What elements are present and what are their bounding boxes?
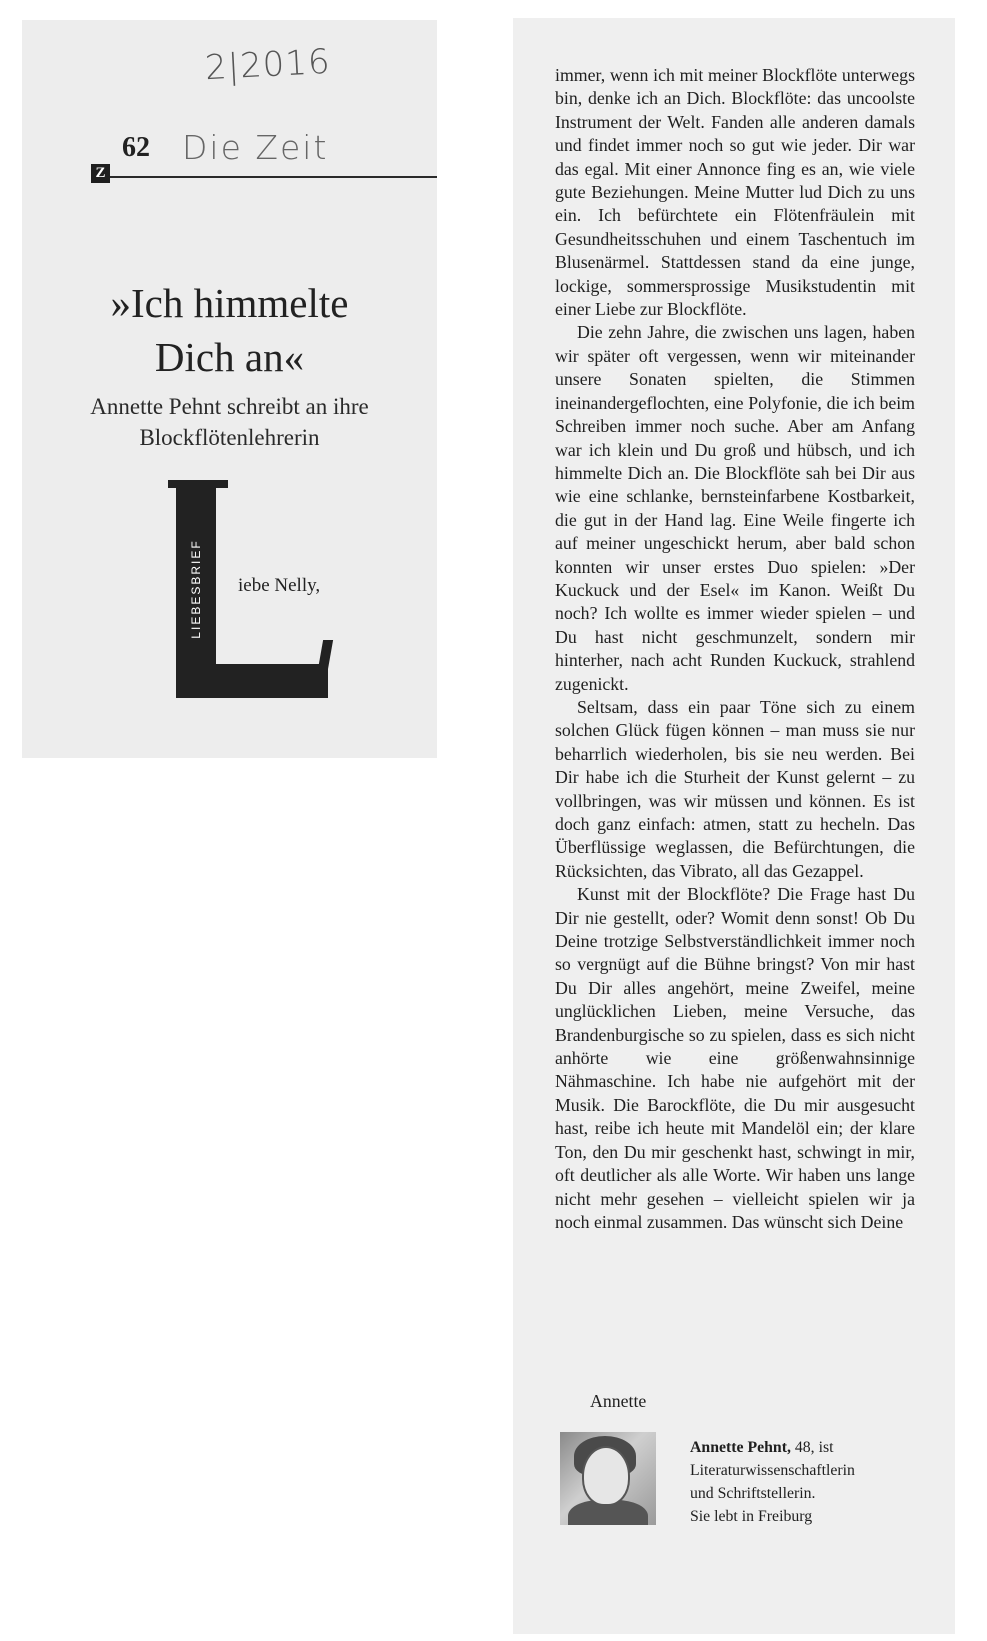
page-number: 62 — [122, 132, 150, 163]
header-rule — [110, 176, 437, 178]
author-age: 48, ist — [790, 1439, 834, 1456]
column-label: LIEBESBRIEF — [189, 539, 203, 639]
author-bio-line-2: Literaturwissenschaftlerin — [690, 1462, 855, 1479]
article-body — [555, 64, 915, 1234]
paragraph-2: Die zehn Jahre, die zwischen uns lagen, haben wir später oft vergessen, wenn wir miteinander unsere Sonaten spielten, die Stimmen ineinandergeflochten, eine Polyfonie, die ich beim Schreiben immer noch suche. Aber am Anfang war ich klein und Du groß und hübsch, und ich himmelte Dich an. Die Blockflöte sah bei Dir aus wie eine schlanke, bernsteinfarbene Kostbarkeit, die gut in der Hand lag. Eine Weile fingerte ich auf meiner ungeschickt herum, aber bald schon konnten wir unser erstes Duo spielen: »Der Kuckuck und der Esel« im Kanon. Weißt Du noch? Ich wollte es immer wieder spielen – und Du hast nicht geschmunzelt, sondern mir hinterher, nach acht Runden Kuckuck, strahlend zugenickt. — [555, 322, 915, 694]
paragraph-3: Seltsam, dass ein paar Töne sich zu einem solchen Glück fügen können – man muss sie nur beharrlich wiederholen, bis sie neu werden. Bei Dir habe ich die Sturheit der Kunst gelernt – zu vollbringen, was wir müssen und können. Es ist doch ganz einfach: atmen, statt zu hecheln. Das Überflüssige weglassen, die Befürchtungen, die Rücksichten, das Vibrato, all das Gezappel. — [555, 696, 915, 881]
subhead-line-1: Annette Pehnt schreibt an ihre — [90, 394, 369, 419]
paragraph-1: immer, wenn ich mit meiner Blockflöte unterwegs bin, denke ich an Dich. Blockflöte: das uncoolste Instrument der Welt. Fanden alle anderen damals und findet immer noch so gut wie jeder. Dir war das egal. Mit einer Annonce fing es an, wie viele gute Beziehungen. Meine Mutter lud Dich zu uns ein. Ich befürchtete ein Flötenfräulein mit Gesundheitsschuhen und einem Taschentuch im Blusenärmel. Stattdessen stand da eine junge, lockige, sommersprossige Musikstudentin mit einer Liebe zur Blockflöte. — [555, 65, 915, 320]
photo-face-shape — [582, 1446, 630, 1506]
headline-line-2: Dich an« — [154, 334, 305, 380]
handwritten-paper-name: Die Zeit — [182, 128, 329, 167]
subhead-line-2: Blockflötenlehrerin — [139, 425, 320, 450]
handwritten-date: 2|2016 — [204, 41, 332, 89]
author-photo — [560, 1432, 656, 1525]
author-bio-line-4: Sie lebt in Freiburg — [690, 1508, 813, 1525]
salutation: iebe Nelly, — [238, 575, 321, 596]
zeit-logo-icon: Z — [91, 164, 110, 183]
paragraph-4: Kunst mit der Blockflöte? Die Frage hast Du Dir nie gestellt, oder? Womit denn sonst! Ob Du Deine trotzige Selbstverständlichkeit immer noch so vergnügt auf die Bühne bringst? Von mir hast Du Dir alles angehört, meine Zweifel, meine unglücklichen Lieben, meine Versuche, das Brandenburgische so zu spielen, dass es sich nicht anhörte wie eine größenwahnsinnige Nähmaschine. Ich habe nie aufgehört mit der Musik. Die Barockflöte, die Du mir ausgesucht hast, reibe ich heute mit Mandelöl ein; der klare Ton, den Du mir geschenkt hast, schwingt in mir, oft deutlicher als alle Worte. Wir haben uns lange nicht mehr gesehen – vielleicht spielen wir ja noch einmal zusammen. Das wünscht sich Deine — [555, 884, 915, 1232]
initial-letter-foot — [176, 664, 328, 698]
headline-line-1: »Ich himmelte — [110, 280, 349, 326]
headline — [22, 276, 437, 384]
signature: Annette — [590, 1391, 647, 1411]
author-bio — [690, 1436, 930, 1528]
subheadline — [22, 391, 437, 453]
author-name: Annette Pehnt, — [690, 1439, 791, 1456]
author-bio-line-3: und Schriftstellerin. — [690, 1485, 816, 1502]
